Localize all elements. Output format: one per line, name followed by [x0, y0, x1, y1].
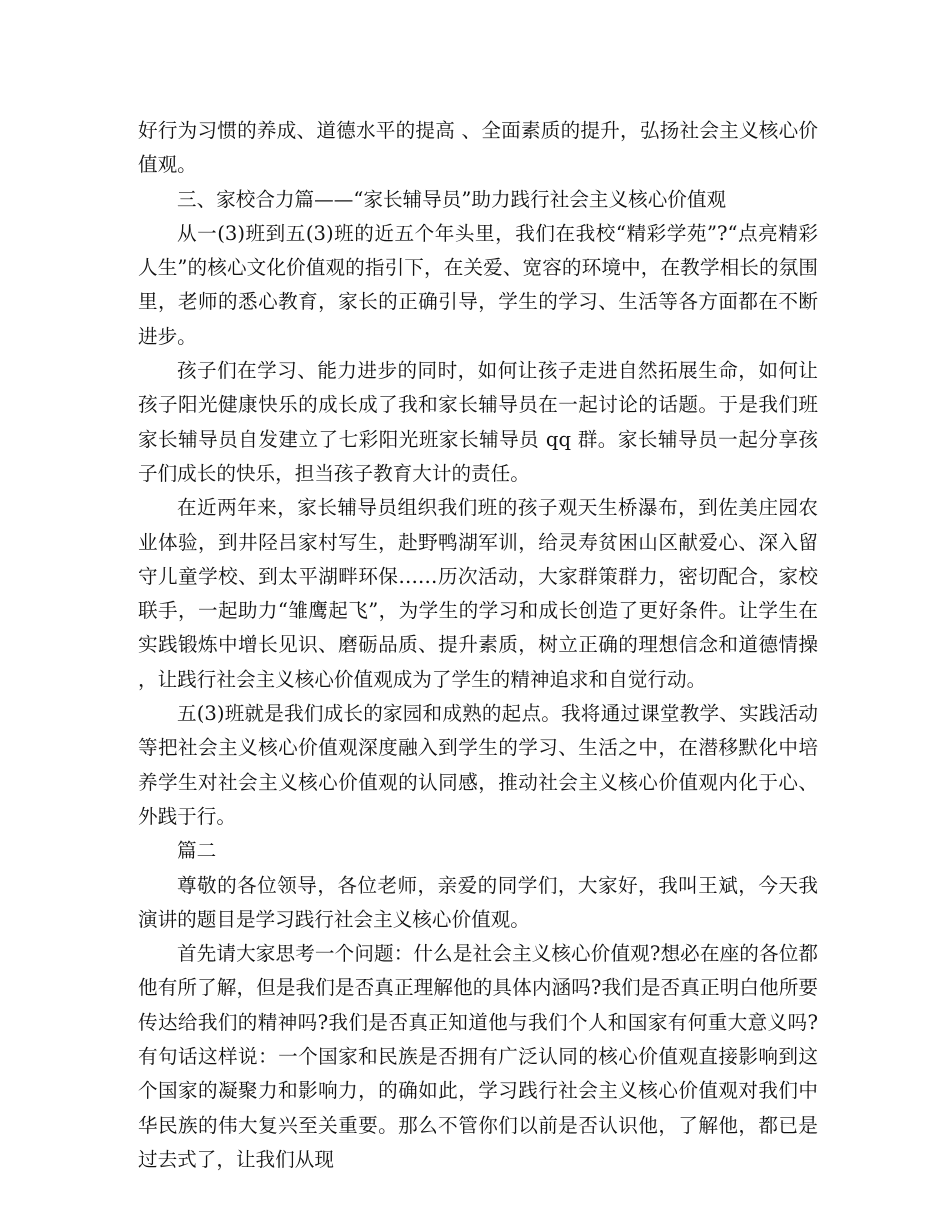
- paragraph-1: 好行为习惯的养成、道德水平的提高 、全面素质的提升，弘扬社会主义核心价值观。: [138, 119, 818, 177]
- document-body: [138, 114, 818, 1177]
- section-heading-family-school: 三、家校合力篇——“家长辅导员”助力践行社会主义核心价值观: [177, 187, 727, 211]
- paragraph-3: 从一(3)班到五(3)班的近五个年头里，我们在我校“精彩学苑”?“点亮精彩人生”的核心文化价值观的指引下，在关爱、宽容的环境中，在教学相长的氛围里，老师的悉心教育，家长的正确引导，学生的学习、生活等各方面都在不断进步。: [138, 221, 818, 348]
- paragraph-8: 尊敬的各位领导，各位老师，亲爱的同学们，大家好，我叫王斌，今天我演讲的题目是学习践行社会主义核心价值观。: [138, 873, 818, 931]
- paragraph-6: 五(3)班就是我们成长的家园和成熟的起点。我将通过课堂教学、实践活动等把社会主义核心价值观深度融入到学生的学习、生活之中，在潜移默化中培养学生对社会主义核心价值观的认同感，推动社会主义核心价值观内化于心、外践于行。: [138, 702, 818, 828]
- paragraph-4: 孩子们在学习、能力进步的同时，如何让孩子走进自然拓展生命，如何让孩子阳光健康快乐的成长成了我和家长辅导员在一起讨论的话题。于是我们班家长辅导员自发建立了七彩阳光班家长辅导员 qq 群。家长辅导员一起分享孩子们成长的快乐，担当孩子教育大计的责任。: [138, 359, 818, 485]
- section-heading-part-two: 篇二: [177, 839, 217, 863]
- paragraph-9: 首先请大家思考一个问题：什么是社会主义核心价值观?想必在座的各位都他有所了解，但是我们是否真正理解他的具体内涵吗?我们是否真正明白他所要传达给我们的精神吗?我们是否真正知道他与我们个人和国家有何重大意义吗?有句话这样说：一个国家和民族是否拥有广泛认同的核心价值观直接影响到这个国家的凝聚力和影响力，的确如此，学习践行社会主义核心价值观对我们中华民族的伟大复兴至关重要。那么不管你们以前是否认识他，了解他，都已是过去式了，让我们从现: [138, 942, 818, 1171]
- paragraph-5: 在近两年来，家长辅导员组织我们班的孩子观天生桥瀑布，到佐美庄园农业体验，到井陉吕家村写生，赴野鸭湖军训，给灵寿贫困山区献爱心、深入留守儿童学校、到太平湖畔环保……历次活动，大家群策群力，密切配合，家校联手，一起助力“雏鹰起飞”，为学生的学习和成长创造了更好条件。让学生在实践锻炼中增长见识、磨砺品质、提升素质，树立正确的理想信念和道德情操，让践行社会主义核心价值观成为了学生的精神追求和自觉行动。: [138, 496, 818, 691]
